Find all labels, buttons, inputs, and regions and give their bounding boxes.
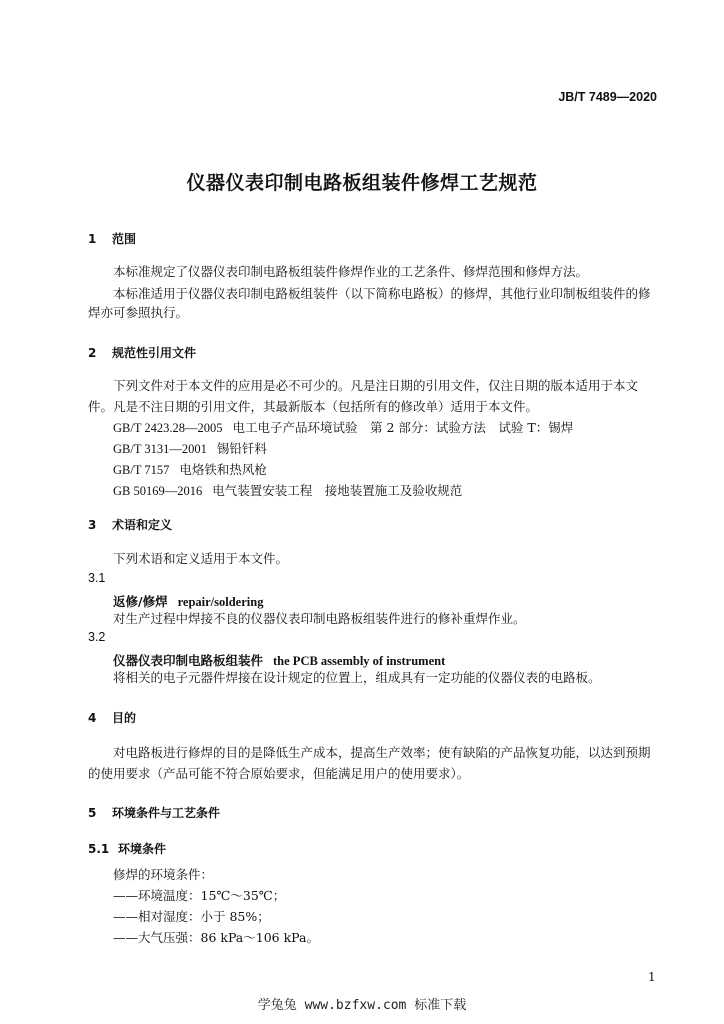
footer-watermark: 学兔兔 www.bzfxw.com 标准下载: [257, 998, 467, 1013]
term-number: 3.2: [88, 630, 106, 644]
paragraph: 本标准规定了仪器仪表印制电路板组装件修焊作业的工艺条件、修焊范围和修焊方法。: [113, 264, 589, 279]
paragraph: 本标准适用于仪器仪表印制电路板组装件（以下简称电路板）的修焊，其他行业印制板组装件的修: [113, 286, 651, 301]
reference-code: GB/T 2423.28—2005: [113, 421, 223, 435]
term-definition: 对生产过程中焊接不良的仪器仪表印制电路板组装件进行的修补重焊作业。: [113, 611, 526, 626]
section-3-heading: [88, 516, 172, 533]
term-en: the PCB assembly of instrument: [273, 654, 446, 668]
reference-title: 电工电子产品环境试验 第 2 部分：试验方法 试验 T：锡焊: [232, 420, 574, 435]
term-number: 3.1: [88, 571, 106, 585]
paragraph: 修焊的环境条件：: [113, 867, 214, 882]
term-zh: 返修/修焊: [113, 594, 168, 609]
section-title: 环境条件与工艺条件: [112, 806, 221, 820]
subsection-title: 环境条件: [118, 842, 167, 856]
paragraph-continuation: 的使用要求（产品可能不符合原始要求，但能满足用户的使用要求）。: [88, 766, 470, 781]
paragraph: 下列术语和定义适用于本文件。: [113, 551, 289, 566]
section-number: 4: [88, 711, 97, 725]
paragraph-continuation: 焊亦可参照执行。: [88, 305, 189, 320]
term-en: repair/soldering: [177, 595, 264, 609]
list-item: ——相对湿度：小于 85%；: [113, 909, 270, 924]
reference-item: [113, 481, 462, 499]
term-zh: 仪器仪表印制电路板组装件: [113, 653, 264, 668]
section-1-heading: [88, 230, 136, 247]
section-title: 范围: [112, 232, 137, 246]
section-number: 5: [88, 806, 97, 820]
paragraph: 下列文件对于本文件的应用是必不可少的。凡是注日期的引用文件，仅注日期的版本适用于本文: [113, 378, 639, 393]
reference-item: [113, 439, 267, 457]
document-title: 仪器仪表印制电路板组装件修焊工艺规范: [186, 172, 538, 194]
reference-item: [113, 460, 267, 478]
paragraph-continuation: 件。凡是不注日期的引用文件，其最新版本（包括所有的修改单）适用于本文件。: [88, 399, 539, 414]
subsection-number: 5.1: [88, 842, 110, 856]
subsection-5-1-heading: [88, 840, 166, 857]
list-item: ——大气压强：86 kPa～106 kPa。: [113, 930, 319, 945]
reference-code: GB/T 3131—2001: [113, 442, 207, 456]
reference-title: 电烙铁和热风枪: [179, 462, 267, 477]
reference-title: 锡铅钎料: [216, 441, 267, 456]
section-title: 规范性引用文件: [112, 346, 197, 360]
section-number: 2: [88, 346, 97, 360]
reference-code: GB/T 7157: [113, 463, 170, 477]
paragraph: 对电路板进行修焊的目的是降低生产成本，提高生产效率；使有缺陷的产品恢复功能，以达到预期: [113, 745, 651, 760]
term-definition: 将相关的电子元器件焊接在设计规定的位置上，组成具有一定功能的仪器仪表的电路板。: [113, 670, 601, 685]
section-2-heading: [88, 344, 196, 361]
page-number: 1: [648, 970, 656, 984]
section-5-heading: [88, 804, 220, 821]
reference-title: 电气装置安装工程 接地装置施工及验收规范: [212, 483, 463, 498]
term-entry: [113, 592, 263, 610]
list-item: ——环境温度：15℃～35℃；: [113, 888, 286, 903]
standard-code: JB/T 7489—2020: [558, 90, 657, 104]
reference-code: GB 50169—2016: [113, 484, 203, 498]
section-number: 3: [88, 518, 97, 532]
section-title: 目的: [112, 711, 137, 725]
section-number: 1: [88, 232, 97, 246]
section-4-heading: [88, 709, 136, 726]
reference-item: [113, 418, 573, 436]
term-entry: [113, 651, 445, 669]
section-title: 术语和定义: [112, 518, 173, 532]
